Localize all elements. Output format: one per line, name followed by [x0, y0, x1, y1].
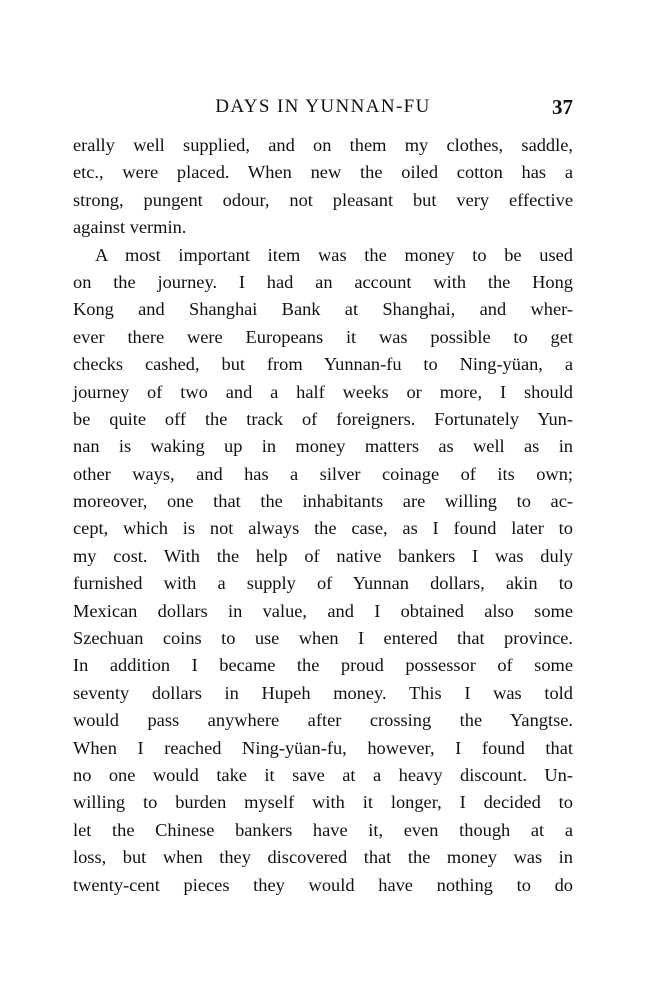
text-line: In addition I became the proud possessor of some [73, 655, 573, 676]
text-line: moreover, one that the inhabitants are willing to ac- [73, 491, 573, 512]
body-text [73, 132, 573, 899]
text-line: on the journey. I had an account with the Hong [73, 271, 573, 292]
text-line: cept, which is not always the case, as I found later to [73, 518, 573, 539]
text-line: erally well supplied, and on them my clothes, saddle, [73, 135, 573, 155]
running-title: DAYS IN YUNNAN-FU [215, 96, 431, 117]
text-line: nan is waking up in money matters as well as in [73, 436, 573, 457]
text-line: ever there were Europeans it was possible to get [73, 326, 573, 347]
text-line: strong, pungent odour, not pleasant but very effective [73, 189, 573, 210]
text-line: journey of two and a half weeks or more, I should [73, 381, 573, 402]
text-line: checks cashed, but from Yunnan-fu to Ning-yüan, a [73, 354, 573, 375]
text-line: would pass anywhere after crossing the Yangtse. [73, 710, 573, 731]
text-line: willing to burden myself with it longer, I decided to [73, 792, 573, 813]
text-line: against vermin. [73, 217, 187, 238]
text-line: Szechuan coins to use when I entered that province. [73, 628, 573, 649]
text-line: no one would take it save at a heavy discount. Un- [73, 764, 573, 785]
text-line: When I reached Ning-yüan-fu, however, I found that [73, 737, 573, 758]
text-line: Mexican dollars in value, and I obtained also some [73, 600, 573, 621]
text-line: loss, but when they discovered that the money was in [73, 847, 573, 868]
text-line: my cost. With the help of native bankers I was duly [73, 545, 573, 566]
text-line: twenty-cent pieces they would have nothing to do [73, 874, 573, 895]
text-line: furnished with a supply of Yunnan dollars, akin to [73, 573, 573, 594]
text-line: etc., were placed. When new the oiled cotton has a [73, 162, 573, 183]
text-line: be quite off the track of foreigners. Fortunately Yun- [73, 408, 573, 429]
text-line: seventy dollars in Hupeh money. This I was told [73, 682, 573, 703]
page-number: 37 [552, 95, 573, 119]
text-line: other ways, and has a silver coinage of its own; [73, 463, 573, 484]
text-line: let the Chinese bankers have it, even though at a [73, 819, 573, 840]
page-header [73, 92, 573, 122]
text-line: Kong and Shanghai Bank at Shanghai, and wher- [73, 299, 573, 320]
text-line: A most important item was the money to be used [95, 244, 573, 265]
